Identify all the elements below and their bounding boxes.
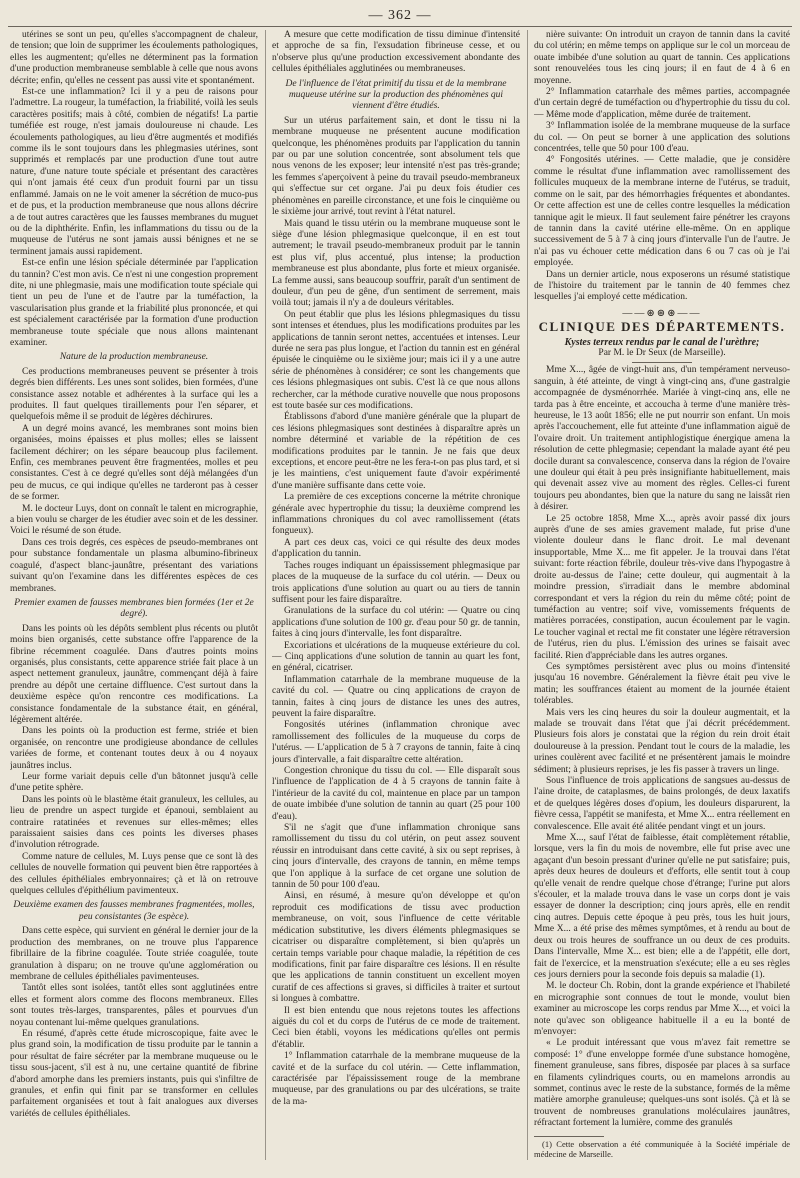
paragraph: Est-ce une inflammation? Ici il y a peu de raisons pour l'admettre. La rougeur, la tuméfaction, la friabilité, voilà les seuls caractères positifs; mais à côté, combien de négatifs! La partie tuméfiée est rouge, n'est jamais douloureuse ni chaude. Les écoulements pathologiques, au lieu d'être augmentés et modifiés comme ils le sont toujours dans les phlegmasies utérines, sont supprimés et remplacés par une production d'une tout autre nature, d'une nature toute spéciale et présentant des caractères qui n'ont jamais été ceux d'un produit fourni par un tissu enflammé. Jamais on ne le voit amener la sécrétion de muco-pus et de pus, et la production membraneuse que nous allons décrire a de tout autres caractères que les fausses membranes du muguet ou de la diphthérite. Enfin, les inflammations du tissu ou de la muqueuse de l'utérus ne sont jamais aussi bénignes et ne se terminent jamais aussi rapidement. [10, 87, 258, 257]
section-separator: ——⊛⊛⊛—— [622, 307, 702, 319]
paragraph: M. le docteur Luys, dont on connaît le talent en micrographie, a bien voulu se charger de les étudier avec soin et de les dessiner. Voici le résumé de son étude. [10, 503, 258, 537]
paragraph: La première de ces exceptions concerne la métrite chronique générale avec hypertrophie du tissu; la deuxième comprend les inflammations chroniques du col avec ramollissement (états fongueux). [272, 492, 520, 537]
section-title: CLINIQUE DES DÉPARTEMENTS. [538, 319, 786, 335]
paragraph: A part ces deux cas, voici ce qui résulte des deux modes d'application du tannin. [272, 537, 520, 560]
paragraph: Dans les points où les dépôts semblent plus récents ou plutôt moins bien organisés, cette substance offre l'apparence de la fibrine récemment coagulée. Dans d'autres points moins organisés, plus consistants, cette apparence striée fait place à un aspect nettement granuleux, jaunâtre, commençant déjà à faire prendre au dépôt une certaine diffluence. C'est surtout dans la deuxième espèce qu'on rencontre ces modifications. La consistance fondamentale de la substance était, en général, légèrement altérée. [10, 623, 258, 725]
paragraph: Dans un dernier article, nous exposerons un résumé statistique de l'histoire du traitement par le tannin de 40 femmes chez lesquelles j'ai employé cette médication. [534, 269, 790, 303]
title-rule [632, 362, 692, 363]
article-title: Kystes terreux rendus par le canal de l'urèthre; [564, 336, 760, 348]
paragraph: On peut établir que plus les lésions phlegmasiques du tissu sont intenses et étendues, plus les modifications produites par les applications de tannin seront nettes, accentuées et intenses. Leur durée ne sera pas plus longue, et l'action du tannin est en général épuisée le cinquième ou le sixième jour; mais ici il y a une autre série de phénomènes à considérer; ce sont les changements que ces lésions phlegmasiques ont subis. C'est là ce que nous allons rechercher, car la méthode curative nouvelle que nous proposons est toute basée sur ces modifications. [272, 309, 520, 411]
paragraph: Ces productions membraneuses peuvent se présenter à trois degrés bien différents. Les unes sont solides, bien formées, d'une consistance assez notable et adhérentes à la surface qui les a produites. Il faut quelques tiraillements pour l'en séparer, et quelquefois même il se produit de légères déchirures. [10, 366, 258, 423]
column-divider [265, 30, 266, 1160]
paragraph: Congestion chronique du tissu du col. — Elle disparaît sous l'influence de l'application de 4 à 5 crayons de tannin faite à l'intérieur de la cavité du col, maintenue en place par un tampon de ouate imbibée d'une solution de tannin au quart (25 pour 100 d'eau). [272, 766, 520, 822]
paragraph: 4° Fongosités utérines. — Cette maladie, que je considère comme le résultat d'une inflammation avec ramollissement des follicules muqueux de la membrane interne de l'utérus, se traduit, comme on le sait, par des hémorrhagies fréquentes et abondantes. Or cette affection est une de celles contre lesquelles la médication tannique agit le mieux. Il faut seulement faire pénétrer les crayons de tannin dans la cavité utérine elle-même. On en applique successivement de 5 à 7 à cinq jours d'intervalle l'un de l'autre. Je n'ai pas vu échouer cette médication dans 6 ou 7 cas où je l'ai employée. [534, 155, 790, 269]
paragraph: Tantôt elles sont isolées, tantôt elles sont agglutinées entre elles et forment alors comme des flocons membraneux. Elles sont toutes très-larges, transparentes, pâles et pourvues d'un noyau contenant lui-même quelques granulations. [10, 983, 258, 1028]
footnote-rule [534, 1136, 604, 1137]
paragraph: Sur un utérus parfaitement sain, et dont le tissu ni la membrane muqueuse ne présentent aucune modification quelconque, les phénomènes produits par l'application du tannin par ou par une solution concentrée, sont absolument tels que nous venons de les exposer; leur intensité n'est pas très-grande; les femmes s'aperçoivent à peine du travail pseudo-membraneux qui s'effectue sur cet organe. J'ai pu deux fois étudier ces phénomènes en pareille circonstance, et une fois le cinquième ou le sixième jour arrivé, tout revint à l'état naturel. [272, 115, 520, 218]
paragraph: Mais vers les cinq heures du soir la douleur augmentait, et la malade se trouvait dans l'état que j'ai décrit précédemment. Plusieurs fois alors je constatai que la région du rein droit était douloureuse à la pression. Pendant tout le cours de la maladie, les urines coulèrent avec facilité et ne présentèrent jamais le moindre sédiment; à plusieurs reprises, je les fis passer à travers un linge. [534, 707, 790, 775]
paragraph: M. le docteur Ch. Robin, dont la grande expérience et l'habileté en micrographie sont connues de tout le monde, voulut bien examiner au microscope les corps rendus par Mme X..., et voici la note qu'avec son obligeance habituelle il a eu la bonté de m'envoyer: [534, 981, 790, 1037]
column-1 [10, 30, 258, 1170]
column-divider [527, 30, 528, 1160]
paragraph: S'il ne s'agit que d'une inflammation chronique sans ramollissement du tissu du col utérin, on peut assez souvent réussir en introduisant dans cette cavité, à six ou sept reprises, à cinq jours d'intervalle, des crayons de tannin, en même temps que l'on applique à la surface de cet organe une solution de tannin de 50 pour 100 d'eau. [272, 823, 520, 891]
paragraph: A un degré moins avancé, les membranes sont moins bien organisées, moins épaisses et plus molles; elles se laissent facilement déchirer; on les sépare beaucoup plus facilement. Enfin, ces membranes peuvent être fragmentées, molles et peu consistantes. C'est à ce degré qu'elles sont déjà mélangées d'un peu de mucus, ce qui indique qu'elles ne tarderont pas à cesser de se former. [10, 423, 258, 503]
subheading: Deuxième examen des fausses membranes fragmentées, molles, peu consistantes (3e espèce). [13, 900, 255, 922]
paragraph: 2° Inflammation catarrhale des mêmes parties, accompagnée d'un certain degré de tuméfaction ou d'hypertrophie du tissu du col. — Même mode d'application, même durée de traitement. [534, 87, 790, 120]
paragraph: Dans les points où la production est ferme, striée et bien organisée, on rencontre une prodigieuse abondance de cellules variées de forme, et contenant toutes deux à ou 4 noyaux jaunâtres inclus. [10, 726, 258, 771]
paragraph: Inflammation catarrhale de la membrane muqueuse de la cavité du col. — Quatre ou cinq applications de crayon de tannin, faites à cinq jours de distance les unes des autres, peuvent la faire disparaître. [272, 674, 520, 719]
paragraph: Établissons d'abord d'une manière générale que la plupart de ces lésions phlegmasiques sont destinées à disparaître après un nombre déterminé et variable de la répétition de ces modifications produites par le tannin. Je ne fais que deux exceptions, et encore peut-être ne les fera-t-on pas plus tard, et si je les maintiens, c'est uniquement faute d'avoir expérimenté d'une manière suffisante dans cette voie. [272, 412, 520, 491]
paragraph: A mesure que cette modification de tissu diminue d'intensité et approche de sa fin, l'exsudation fibrineuse cesse, et ou n'observe plus qu'une production excessivement abondante des cellules épithéliales agglutinées ou membraneuses. [272, 30, 520, 75]
paragraph: Dans ces trois degrés, ces espèces de pseudo-membranes ont pour substance fondamentale un plasma albumino-fibrineux coagulé, d'aspect blanc-jaunâtre, présentant des variations suivant qu'on l'examine dans les différentes espèces de ces membranes. [10, 537, 258, 594]
paragraph: Mais quand le tissu utérin ou la membrane muqueuse sont le siège d'une lésion phlegmasique quelconque, il en est tout autrement; le travail pseudo-membraneux produit par le tannin est plus vif, plus accentué, plus intense; la production membraneuse est plus abondante, plus forte et mieux organisée. La femme aussi, sans beaucoup souffrir, paraît d'un sentiment de douleur, d'un peu de gêne, d'un sentiment de serrement, mais voilà tout; jamais il n'y a de douleurs véritables. [272, 218, 520, 309]
paragraph: En résumé, d'après cette étude microscopique, faite avec le plus grand soin, la modification de tissu produite par le tannin a pour résultat de faire sécréter par la membrane muqueuse ou le tissu sous-jacent, s'il est à nu, une certaine quantité de fibrine d'abord amorphe dans les premiers instants, puis qui s'infiltre de granules, et enfin qui finit par se transformer en cellules parfaitement organisées et tout à fait analogues aux diverses variétés de cellules épithéliales. [10, 1028, 258, 1119]
paragraph: 1° Inflammation catarrhale de la membrane muqueuse de la cavité et de la surface du col utérin. — Cette inflammation, caractérisée par l'épaississement rouge de la membrane muqueuse, par des granulations ou par des ulcérations, se traite de la ma- [272, 1051, 520, 1107]
paragraph: Mme X..., sauf l'état de faiblesse, était complètement rétablie, lorsque, vers la fin du mois de novembre, elle fut prise avec une agaçant d'un besoin pressant d'uriner qu'elle ne put satisfaire; puis, après deux heures de douleurs et d'efforts, elle sentit tout à coup qu'elle venait de rendre quelque chose d'étrange; l'urine put alors s'écouler, et la malade trouva dans le vase un corps dont je vais essayer de donner la description; cinq jours après, elle en rendit cinq autres. Depuis cette époque à peu près, tous les huit jours, Mme X... a été prise des mêmes symptômes, et à rendu au bout de deux ou trois heures de souffrance un ou deux de ces produits. Dans l'intervalle, Mme X... est bien; elle a de l'appétit, elle dort, fait de l'exercice, et la menstruation s'exécute; elle a eu ses règles ces jours derniers pour la seconde fois depuis sa maladie (1). [534, 833, 790, 980]
paragraph: Il est bien entendu que nous rejetons toutes les affections aiguës du col et du corps de l'utérus de ce mode de traitement. Ceci bien établi, voyons les médications qu'elles ont permis d'établir. [272, 1005, 520, 1050]
column-3 [534, 30, 790, 1170]
paragraph: Le 25 octobre 1858, Mme X..., après avoir passé dix jours auprès d'une de ses amies gravement malade, fut prise d'une violente douleur dans le flanc droit. Le mal devenant insupportable, Mme X... me fit appeler. Je la trouvai dans l'état suivant: forte réaction fébrile, douleur très-vive dans l'hypogastre à droite au-dessus de l'aine; cette douleur, qui augmentait à la moindre pression, s'irradiait dans le membre abdominal correspondant et vers la région du rein du même côté; point de tuméfaction au ventre; soif vive, vomissements fréquents de matières porracées, constipation, aucun écoulement par le vagin. Le toucher vaginal et rectal me fit constater une légère rétraversion de l'utérus, rien du plus. L'émission des urines se faisait avec facilité. Rien d'appréciable dans les autres organes. [534, 513, 790, 661]
paragraph: Ces symptômes persistèrent avec plus ou moins d'intensité jusqu'au 16 novembre. Généralement la fièvre était peu vive le matin; les souffrances étaient au moment de la journée étaient tolérables. [534, 661, 790, 707]
paragraph: Dans les points où le blastème était granuleux, les cellules, au lieu de prendre un aspect turgide et épanoui, semblaient au contraire ratatinées et revenues sur elles-mêmes; elles paraissaient saisies dans ces points les diverses phases d'involution rétrograde. [10, 794, 258, 851]
subheading: De l'influence de l'état primitif du tissu et de la membrane muqueuse utérine sur la production des phénomènes qui viennent d'être étudiés. [285, 78, 507, 112]
paragraph: Est-ce enfin une lésion spéciale déterminée par l'application du tannin? C'est mon avis. Ce n'est ni une congestion proprement dite, ni une phlegmasie, mais une modification toute spéciale qui tient un peu de l'une et de l'autre par la tuméfaction, la vascularisation plus grande et la friabilité plus prononcée, et qui est spécialement caractérisée par la formation d'une production membraneuse toute spéciale que nous allons maintenant examiner. [10, 258, 258, 348]
paragraph: nière suivante: On introduit un crayon de tannin dans la cavité du col utérin; en même temps on applique sur le col un morceau de ouate imbibée d'une solution au quart de tannin. Ces applications sont renouvelées tous les cinq jours; il en faut de 4 à 6 en moyenne. [534, 30, 790, 86]
paragraph: Comme nature de cellules, M. Luys pense que ce sont là des cellules de nouvelle formation qui peuvent bien être rapportées à des cellules épithéliales embryonnaires; çà et là on retrouve quelques cellules d'épithélium pavimenteux. [10, 851, 258, 897]
paragraph: Dans cette espèce, qui survient en général le dernier jour de la production des membranes, on ne trouve plus l'apparence fibrillaire de la fibrine coagulée. Toute striée coagulée, toute granulation à disparu; on ne trouve qu'une agglomération ou membrane de cellules épithéliales pavimenteuses. [10, 926, 258, 982]
subheading: Premier examen de fausses membranes bien formées (1er et 2e degré). [14, 597, 254, 620]
paragraph: 3° Inflammation isolée de la membrane muqueuse de la surface du col. — On peut se borner à une application des solutions concentrées, telle que 50 pour 100 d'eau. [534, 121, 790, 155]
paragraph: Excoriations et ulcérations de la muqueuse extérieure du col. — Cinq applications d'une solution de tannin au quart les font, en général, cicatriser. [272, 640, 520, 674]
page-number: — 362 — [368, 8, 432, 23]
paragraph: Mme X..., âgée de vingt-huit ans, d'un tempérament nerveuso-sanguin, à été atteinte, de vingt à vingt-cinq ans, d'une gastralgie accompagnée de dysménorrhée. Mariée à vingt-cinq ans, elle ne tarda pas à être enceinte, et accoucha à terme d'une manière très-heureuse, le 13 août 1856; elle ne put nourrir son enfant. Un mois après l'accouchement, elle fut atteinte d'une inflammation aiguë de l'ovaire droit. Un traitement antiphlogistique énergique amena la résolution de cette phlegmasie; cependant la malade ayant été peu docile durant sa convalescence, conserva dans la région de l'ovaire une douleur qui était à peu près insignifiante habituellement, mais qui devenait assez vive au moment des règles. Celles-ci furent toujours peu abondantes, bien que la nature du sang ne laissât rien à désirer. [534, 365, 790, 513]
paragraph: Ainsi, en résumé, à mesure qu'on développe et qu'on reproduit ces modifications de tissu avec production membraneuse, on voit, sous l'influence de cette véritable médication substitutive, les divers éléments phlegmasiques se cicatriser ou disparaître complètement, si bien qu'après un certain temps variable pour chaque maladie, la répétition de ces modifications, finit par faire disparaître ces lésions. Il en résulte que les applications de tannin constituent un excellent moyen curatif de ces affections si graves, si difficiles à traiter et surtout si longues à combattre. [272, 891, 520, 1005]
subheading: Nature de la production membraneuse. [59, 352, 209, 363]
article-byline: Par M. le Dr Seux (de Marseille). [598, 347, 726, 358]
paragraph: « Le produit intéressant que vous m'avez fait remettre se composé: 1° d'une enveloppe formée d'une substance homogène, finement granuleuse, sans fibres, disposée par places à sa surface en filaments cylindriques courts, ou en mamelons arrondis au sommet, continus avec le reste de la substance, formés de la même matière amorphe granuleuse; quelques-uns sont isolés. Çà et là se trouvent de nombreuses granulations moléculaires jaunâtres, réfractant fortement la lumière, comme des granulés [534, 1038, 790, 1129]
paragraph: Leur forme variait depuis celle d'un bâtonnet jusqu'à celle d'une petite sphère. [10, 772, 258, 794]
paragraph: utérines se sont un peu, qu'elles s'accompagnent de chaleur, de tension; que loin de supprimer les écoulements pathologiques, elles les augmentent; qu'elles ne déterminent pas la formation d'une production membraneuse semblable à celle que nous avons décrite; enfin, qu'elles ne cessent pas aussi vite et spontanément. [10, 30, 258, 86]
paragraph: Taches rouges indiquant un épaississement phlegmasique par places de la muqueuse de la surface du col utérin. — Deux ou trois applications d'une solution au quart ou au tiers de tannin suffisent pour les faire disparaître. [272, 560, 520, 605]
paragraph: Sous l'influence de trois applications de sangsues au-dessus de l'aine droite, de cataplasmes, de bains prolongés, de deux laxatifs et de quelques légères doses d'opium, les douleurs disparurent, la fièvre cessa, l'appétit se manifesta, et Mme X... entra réellement en convalescence. Elle avait été alitée pendant vingt et un jours. [534, 776, 790, 832]
paragraph: Fongosités utérines (inflammation chronique avec ramollissement des follicules de la muqueuse du corps de l'utérus. — L'application de 5 à 7 crayons de tannin, faite à cinq jours d'intervalle, a fait disparaître cette altération. [272, 720, 520, 765]
header-rule [8, 26, 792, 27]
column-2 [272, 30, 520, 1170]
paragraph: Granulations de la surface du col utérin: — Quatre ou cinq applications d'une solution de 100 gr. d'eau pour 50 gr. de tannin, faites à cinq jours d'intervalle, les font disparaître. [272, 606, 520, 640]
footnote: (1) Cette observation a été communiquée à la Société impériale de médecine de Marseille. [534, 1138, 790, 1159]
